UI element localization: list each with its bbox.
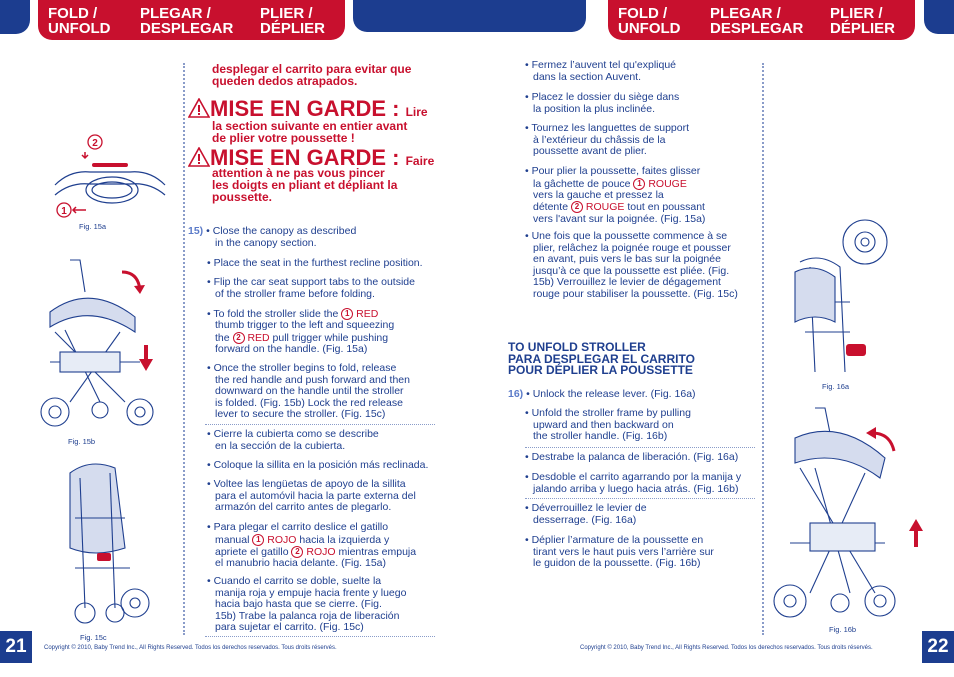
step-15-number: 15) [188,225,204,237]
trigger-2-icon: 2 [233,332,245,344]
tab-fold-r: FOLD / UNFOLD [618,5,681,37]
separator-unfold-2 [525,498,755,499]
warning-triangle-icon [188,98,210,118]
fr-bullet-3: • Tournez les languettes de support à l’extérieur du châssis de la poussette avant de plier. [525,122,690,157]
fr-unfold-2: • Déplier l’armature de la poussette en tirant vers le haut puis vers l’arrière sur le guidon de la poussette. (Fig. 16b) [525,534,714,569]
warning-title-2: MISE EN GARDE : [210,145,400,170]
fig-16b-label: Fig. 16b [829,625,857,634]
right-corner-bar [924,0,954,34]
fr-bullet-5: • Une fois que la poussette commence à se plier, relâchez la poignée rouge et pousser en avant, puis vers le bas sur la poignée jusqu’à ce que la poussette est pliée. (Fig. 15b) Verrouillez le levier de dégagement rouge pour stabiliser la poussette. (Fig. 15c) [525,230,738,300]
step-16-bullet-1: 16) • Unlock the release lever. (Fig. 16a) [508,388,696,400]
step-15-bullet-3: • Flip the car seat support tabs to the outside of the stroller frame before folding. [207,276,415,300]
es-bullet-2: • Coloque la sillita en la posición más reclinada. [207,459,429,471]
es-bullet-5: • Cuando el carrito se doble, suelte la manija roja y empuje hacia frente y luego hacia bajo hasta que se cierre. (Fig. 15b) Trabe la palanca roja de liberación para sujetar el carrito. (Fig. 15c) [207,575,407,633]
trigger-1-icon: 1 [252,534,264,546]
header-tab-left [38,0,345,40]
step-15-bullet-1: 15) • Close the canopy as described in the canopy section. [188,225,357,249]
fig-15b-label: Fig. 15b [68,437,96,446]
warning-title-1: MISE EN GARDE : [210,96,400,121]
fig-16a-illustration [790,212,900,377]
tab-plier: PLIER / DÉPLIER [260,5,326,37]
es-unfold-2: • Desdoble el carrito agarrando por la manija y jalando arriba y luego hacia atrás. (Fig. 16b) [525,471,742,495]
copyright-left: Copyright © 2010, Baby Trend Inc., All Rights Reserved. Todos los derechos reservados. Tous droits réservés. [44,645,337,651]
es-bullet-1: • Cierre la cubierta como se describe en la sección de la cubierta. [207,428,379,452]
separator-en-es [205,424,435,425]
step-15-bullet-5: • Once the stroller begins to fold, release the red handle and push forward and then downward on the handle until the stroller is folded. (Fig. 15b) Lock the red release lever to secure the stroller. (Fig. 15c) [207,362,410,420]
step-16-bullet-2: • Unfold the stroller frame by pulling upward and then backward on the stroller handle. (Fig. 16b) [525,407,691,442]
step-15-bullet-4: • To fold the stroller slide the 1 RED thumb trigger to the left and squeezing the 2 RED pull trigger while pushing forward on the handle. (Fig. 15a) [207,307,395,356]
warning-intro: desplegar el carrito para evitar que queden dedos atrapados. [212,62,412,88]
es-bullet-4: • Para plegar el carrito deslice el gatillo manual 1 ROJO hacia la izquierda y apriete el gatillo 2 ROJO mientras empuja el manubrio hacia delante. (Fig. 15a) [207,521,417,570]
step-16-number: 16) [508,388,524,400]
fig-15a-label: Fig. 15a [79,222,107,231]
warning-small-2: Faire [405,154,435,168]
left-corner-bar [0,0,30,34]
separator-bottom-left [205,636,435,637]
page-number-right: 22 [922,631,954,663]
page-number-left: 21 [0,631,32,663]
copyright-right: Copyright © 2010, Baby Trend Inc., All Rights Reserved. Todos los derechos reservados. Tous droits réservés. [580,645,873,651]
fig-16a-label: Fig. 16a [822,382,850,391]
trigger-1-icon: 1 [341,308,353,320]
warning-body-2: attention à ne pas vous pincer les doigts en pliant et dépliant la poussette. [212,166,398,204]
fig-15c-illustration [55,458,165,628]
curved-arrow-icon [120,268,146,296]
tab-fold: FOLD / UNFOLD [48,5,111,37]
fr-unfold-1: • Déverrouillez le levier de desserrage. (Fig. 16a) [525,502,647,526]
step-15-bullet-2: • Place the seat in the furthest recline position. [207,257,423,269]
es-unfold-1: • Destrabe la palanca de liberación. (Fig. 16a) [525,451,739,463]
es-bullet-3: • Voltee las lengüetas de apoyo de la sillita para el automóvil hacia la parte externa del armazón del carrito antes de plegarlo. [207,478,416,513]
tab-plegar: PLEGAR / DESPLEGAR [140,5,234,37]
trigger-2-icon: 2 [291,546,303,558]
fig-15c-label: Fig. 15c [80,633,107,642]
up-arrow-icon [909,519,923,547]
warning-small-1: Lire [405,105,428,119]
trigger-2-icon: 2 [571,201,583,213]
warning-triangle-icon [188,147,210,167]
fr-bullet-1: • Fermez l’auvent tel qu'expliqué dans la section Auvent. [525,59,677,83]
tab-plegar-r: PLEGAR / DESPLEGAR [710,5,804,37]
separator-unfold-1 [525,447,755,448]
fig-15a-illustration [50,130,170,225]
down-arrow-icon [139,345,153,371]
svg-text:1: 1 [61,206,67,217]
tab-plier-r: PLIER / DÉPLIER [830,5,896,37]
column-separator-right [762,63,764,635]
header-bar-center-left [353,0,586,32]
header-tab-right [608,0,915,40]
svg-text:2: 2 [92,138,98,149]
unfold-heading: TO UNFOLD STROLLER PARA DESPLEGAR EL CARRITO POUR DÉPLIER LA POUSSETTE [508,340,695,377]
column-separator-left [183,63,185,635]
fr-bullet-2: • Placez le dossier du siège dans la position la plus inclinée. [525,91,680,115]
fr-bullet-4: • Pour plier la poussette, faites glisser la gâchette de pouce 1 ROUGE vers la gauche et pressez la détente 2 ROUGE tout en poussant vers l'avant sur la poignée. (Fig. 15a) [525,165,706,225]
trigger-1-icon: 1 [633,178,645,190]
warning-body-1: la section suivante en entier avant de plier votre poussette ! [212,119,408,145]
curved-arrow-icon [864,425,896,453]
